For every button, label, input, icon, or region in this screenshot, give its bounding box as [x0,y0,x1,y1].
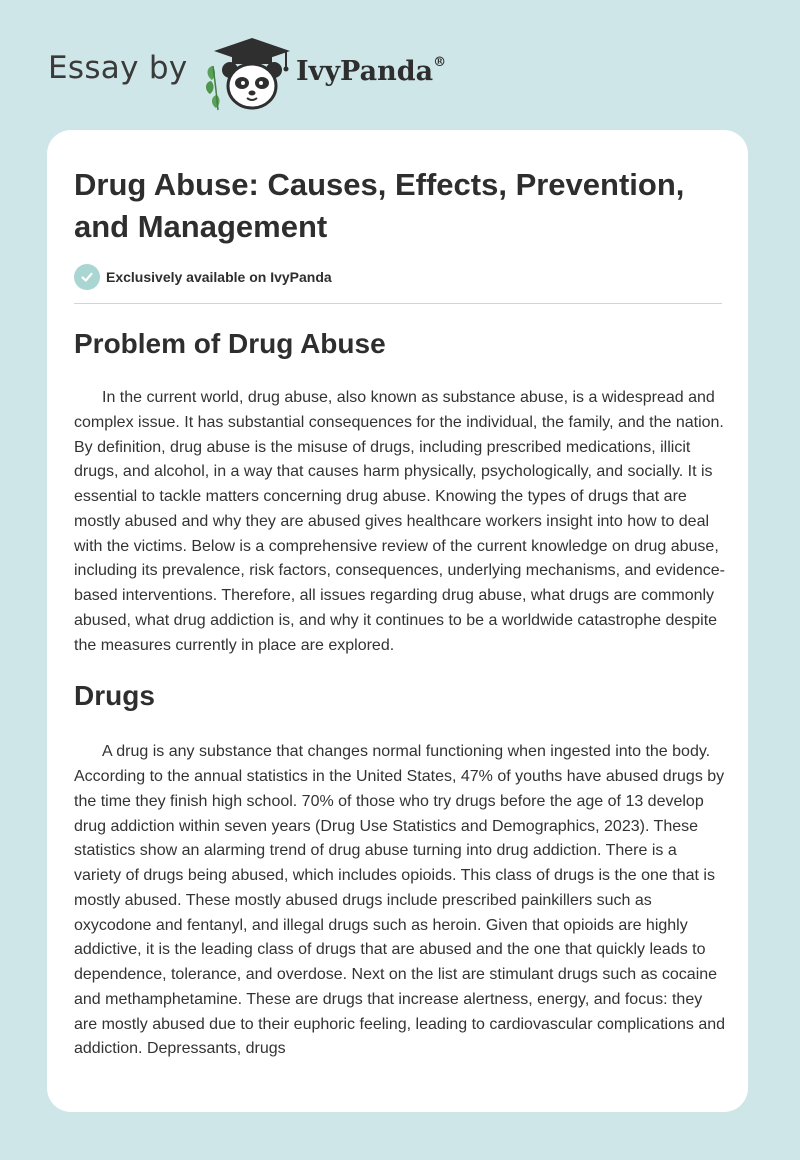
brand-name[interactable] [296,56,446,87]
section-problem-of-drug-abuse [74,324,726,658]
page-title: Drug Abuse: Causes, Effects, Prevention, and Management [74,167,685,244]
site-header [48,34,748,114]
section-paragraph: In the current world, drug abuse, also known as substance abuse, is a widespread and complex issue. It has substantial consequences for the individual, the family, and the nation. By definition, drug abuse is the misuse of drugs, including prescribed medications, illicit drugs, and alcohol, in a way that causes harm physically, psychologically, and socially. It is essential to tackle matters concerning drug abuse. Knowing the types of drugs that are mostly abused and why they are abused gives healthcare workers insight into how to deal with the victims. Below is a comprehensive review of the current knowledge on drug abuse, including its prevalence, risk factors, consequences, underlying mechanisms, and evidence-based interventions. Therefore, all issues regarding drug abuse, what drugs are commonly abused, what drug addiction is, and why it continues to be a worldwide catastrophe despite the measures currently in place are explored. [74,389,726,654]
registered-mark: ® [433,55,447,70]
section-heading: Drugs [74,680,155,712]
panda-logo-icon[interactable] [202,36,292,112]
article-body [74,324,726,1062]
check-circle-icon [74,264,100,290]
section-heading: Problem of Drug Abuse [74,328,386,359]
exclusive-label: Exclusively available on IvyPanda [106,269,332,285]
essay-by-label: Essay by [48,50,188,86]
section-paragraph: A drug is any substance that changes normal functioning when ingested into the body. According to the annual statistics in the United States, 47% of youths have abused drugs by the time they finish high school. 70% of those who try drugs before the age of 13 develop drug addiction within seven years (Drug Use Statistics and Demographics, 2023). These statistics show an alarming trend of drug abuse turning into drug addiction. There is a variety of drugs being abused, which includes opioids. This class of drugs is the one that is mostly abused. These mostly abused drugs include prescribed painkillers such as oxycodone and fentanyl, and illegal drugs such as heroin. Given that opioids are highly addictive, it is the leading class of drugs that are abused and the one that quickly leads to dependence, tolerance, and overdose. Next on the list are stimulant drugs such as cocaine and methamphetamine. These are drugs that increase alertness, energy, and focus: they are mostly abused due to their euphoric feeling, leading to cardiovascular complications and addiction. Depressants, drugs [74,743,726,1058]
divider [74,303,722,304]
exclusive-badge [74,264,332,290]
brand-label: IvyPanda [296,56,434,87]
essay-card [47,130,748,1112]
section-drugs [74,676,726,1062]
